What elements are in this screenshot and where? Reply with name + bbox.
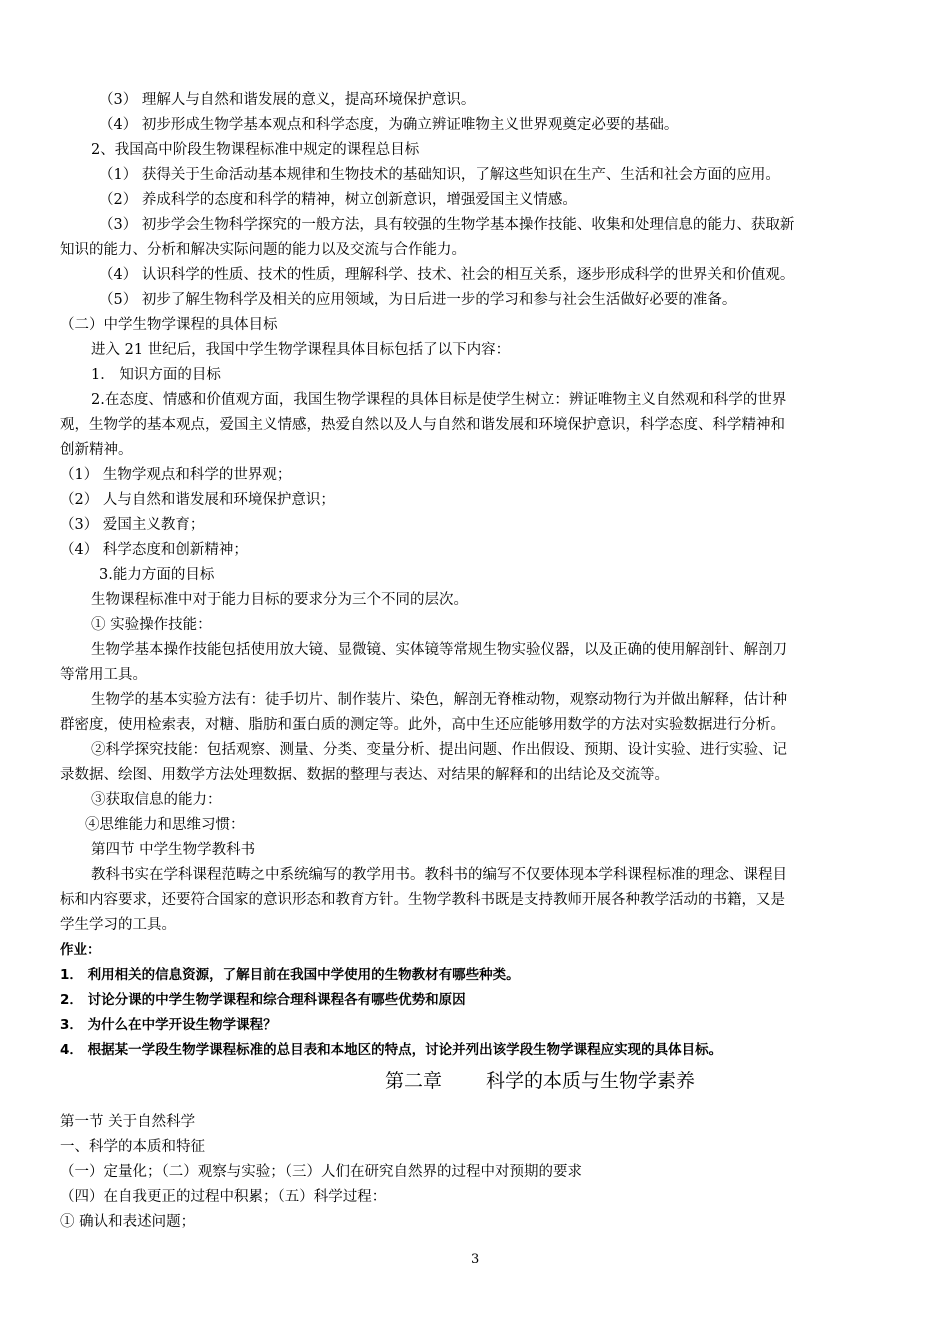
section-heading: 第一节 关于自然科学 bbox=[60, 1114, 196, 1130]
text-line: （5） 初步了解生物科学及相关的应用领域，为日后进一步的学习和参与社会生活做好必要的准备。 bbox=[99, 292, 737, 308]
text-line: 进入 21 世纪后，我国中学生物学课程具体目标包括了以下内容： bbox=[91, 342, 511, 358]
text-line: （四）在自我更正的过程中积累；（五）科学过程： bbox=[60, 1189, 387, 1205]
text-line: 教科书实在学科课程范畴之中系统编写的教学用书。教科书的编写不仅要体现本学科课程标准的理念、课程目 bbox=[91, 867, 787, 883]
page-number: 3 bbox=[471, 1252, 480, 1267]
text-line: 生物学的基本实验方法有：徒手切片、制作装片、染色，解剖无脊椎动物，观察动物行为并做出解释，估计种 bbox=[91, 692, 787, 708]
text-line: （1） 获得关于生命活动基本规律和生物技术的基础知识，了解这些知识在生产、生活和社会方面的应用。 bbox=[99, 167, 780, 183]
text-line: （一）定量化；（二）观察与实验；（三）人们在研究自然界的过程中对预期的要求 bbox=[60, 1164, 582, 1180]
text-line: 录数据、绘图、用数学方法处理数据、数据的整理与表达、对结果的解释和的出结论及交流等。 bbox=[60, 767, 669, 783]
text-line: 3.能力方面的目标 bbox=[99, 567, 215, 583]
text-line: 学生学习的工具。 bbox=[60, 917, 176, 933]
chapter-number: 第二章 bbox=[385, 1070, 443, 1092]
section-heading: （二）中学生物学课程的具体目标 bbox=[60, 317, 278, 333]
text-line: ②科学探究技能：包括观察、测量、分类、变量分析、提出问题、作出假设、预期、设计实验、进行实验、记 bbox=[91, 742, 787, 758]
text-line: （4） 初步形成生物学基本观点和科学态度，为确立辨证唯物主义世界观奠定必要的基础。 bbox=[99, 117, 679, 133]
section-heading: 2、我国高中阶段生物课程标准中规定的课程总目标 bbox=[91, 142, 420, 158]
text-line: ① 实验操作技能： bbox=[91, 617, 212, 633]
text-line: （2） 人与自然和谐发展和环境保护意识； bbox=[60, 492, 335, 508]
text-line: 标和内容要求，还要符合国家的意识形态和教育方针。生物学教科书既是支持教师开展各种教学活动的书籍，又是 bbox=[60, 892, 785, 908]
text-line: （3） 初步学会生物科学探究的一般方法，具有较强的生物学基本操作技能、收集和处理信息的能力、获取新 bbox=[99, 217, 795, 233]
text-line: 创新精神。 bbox=[60, 442, 133, 458]
section-heading: 第四节 中学生物学教科书 bbox=[91, 842, 256, 858]
text-line: （1） 生物学观点和科学的世界观； bbox=[60, 467, 292, 483]
homework-item: 1． 利用相关的信息资源，了解目前在我国中学使用的生物教材有哪些种类。 bbox=[60, 967, 520, 983]
text-line: ① 确认和表述问题； bbox=[60, 1214, 196, 1230]
text-line: （3） 理解人与自然和谐发展的意义，提高环境保护意识。 bbox=[99, 92, 476, 108]
text-line: 群密度，使用检索表，对糖、脂肪和蛋白质的测定等。此外，高中生还应能够用数学的方法对实验数据进行分析。 bbox=[60, 717, 785, 733]
text-line: （3） 爱国主义教育； bbox=[60, 517, 205, 533]
text-line: 等常用工具。 bbox=[60, 667, 147, 683]
text-line: （2） 养成科学的态度和科学的精神，树立创新意识，增强爱国主义情感。 bbox=[99, 192, 577, 208]
chapter-title bbox=[385, 1068, 695, 1094]
text-line: （4） 科学态度和创新精神； bbox=[60, 542, 248, 558]
homework-heading: 作业： bbox=[60, 942, 101, 958]
chapter-name: 科学的本质与生物学素养 bbox=[486, 1070, 696, 1092]
text-line: 生物学基本操作技能包括使用放大镜、显微镜、实体镜等常规生物实验仪器，以及正确的使用解剖针、解剖刀 bbox=[91, 642, 787, 658]
homework-item: 4． 根据某一学段生物学课程标准的总目表和本地区的特点，讨论并列出该学段生物学课程应实现的具体目标。 bbox=[60, 1042, 723, 1058]
homework-item: 2． 讨论分课的中学生物学课程和综合理科课程各有哪些优势和原因 bbox=[60, 992, 466, 1008]
text-line: 1． 知识方面的目标 bbox=[91, 367, 221, 383]
text-line: 知识的能力、分析和解决实际问题的能力以及交流与合作能力。 bbox=[60, 242, 466, 258]
text-line: （4） 认识科学的性质、技术的性质，理解科学、技术、社会的相互关系，逐步形成科学的世界关和价值观。 bbox=[99, 267, 795, 283]
text-line: 生物课程标准中对于能力目标的要求分为三个不同的层次。 bbox=[91, 592, 468, 608]
text-line: ③获取信息的能力： bbox=[91, 792, 222, 808]
text-line: 2.在态度、情感和价值观方面，我国生物学课程的具体目标是使学生树立：辨证唯物主义自然观和科学的世界 bbox=[91, 392, 787, 408]
text-line: ④思维能力和思维习惯： bbox=[85, 817, 245, 833]
text-line: 观，生物学的基本观点，爱国主义情感，热爱自然以及人与自然和谐发展和环境保护意识，科学态度、科学精神和 bbox=[60, 417, 785, 433]
section-heading: 一、科学的本质和特征 bbox=[60, 1139, 205, 1155]
homework-item: 3． 为什么在中学开设生物学课程？ bbox=[60, 1017, 277, 1033]
